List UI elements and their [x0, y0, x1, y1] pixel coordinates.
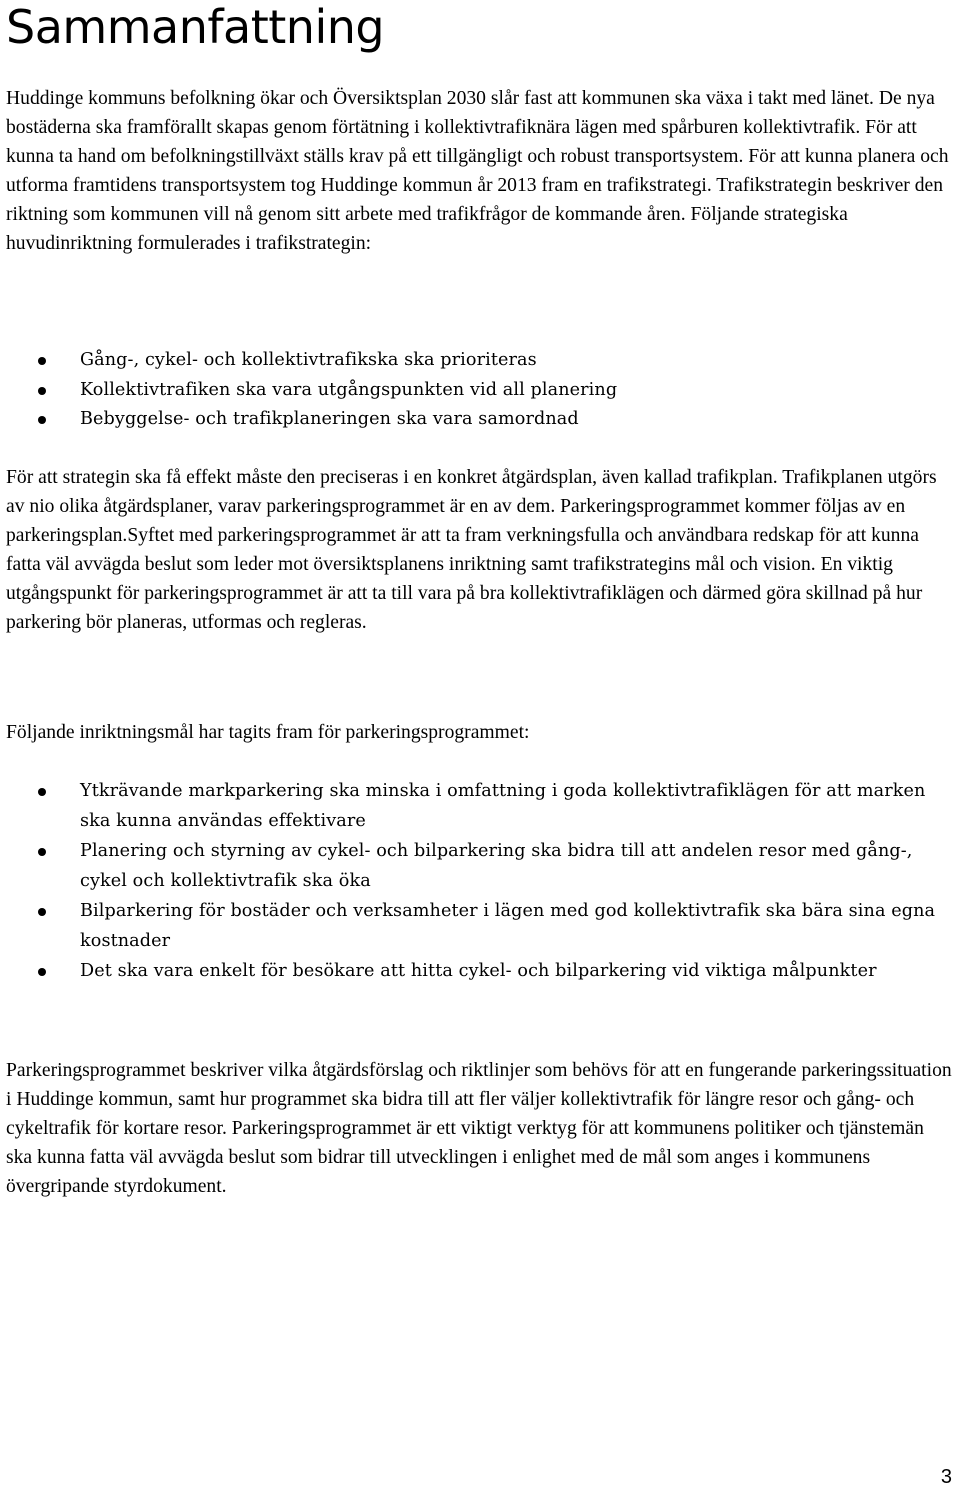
- page-number: 3: [940, 1466, 952, 1488]
- list-item: Planering och styrning av cykel- och bilparkering ska bidra till att andelen resor med gång-, cykel och kollektivtrafik ska öka: [0, 837, 960, 896]
- goals-intro: Följande inriktningsmål har tagits fram för parkeringsprogrammet:: [6, 722, 530, 743]
- goal-bullet-list: [0, 777, 960, 988]
- second-paragraph: För att strategin ska få effekt måste den preciseras i en konkret åtgärdsplan, även kallad trafikplan. Trafikplanen utgörs av nio olika åtgärdsplaner, varav parkeringsprogrammet är en av dem. Parkeringsprogrammet kommer följas av en parkeringsplan.Syftet med parkeringsprogrammet är att ta fram verkningsfulla och användbara redskap för att kunna fatta väl avvägda beslut som leder mot översiktsplanens inriktning samt trafikstrategins mål och vision. En viktig utgångspunkt för parkeringsprogrammet är att ta till vara på bra kollektivtrafiklägen och därmed göra skillnad på hur parkering bör planeras, utformas och regleras.: [6, 467, 937, 633]
- list-item: Det ska vara enkelt för besökare att hitta cykel- och bilparkering vid viktiga målpunkter: [0, 957, 960, 987]
- list-item: Kollektivtrafiken ska vara utgångspunkten vid all planering: [0, 376, 960, 406]
- list-item: Bebyggelse- och trafikplaneringen ska vara samordnad: [0, 405, 960, 435]
- closing-paragraph: Parkeringsprogrammet beskriver vilka åtgärdsförslag och riktlinjer som behövs för att en fungerande parkeringssituation i Huddinge kommun, samt hur programmet ska bidra till att fler väljer kollektivtrafik för längre resor och gång- och cykeltrafik för kortare resor. Parkeringsprogrammet är ett viktigt verktyg för att kommunens politiker och tjänstemän ska kunna fatta väl avvägda beslut som bidrar till utvecklingen i enlighet med de mål som anges i kommunens övergripande styrdokument.: [6, 1060, 952, 1197]
- page-title: Sammanfattning: [6, 0, 385, 54]
- list-item: Ytkrävande markparkering ska minska i omfattning i goda kollektivtrafiklägen för att marken ska kunna användas effektivare: [0, 777, 960, 836]
- strategy-bullet-list: [0, 346, 960, 435]
- list-item: Bilparkering för bostäder och verksamheter i lägen med god kollektivtrafik ska bära sina egna kostnader: [0, 897, 960, 956]
- intro-paragraph: Huddinge kommuns befolkning ökar och Översiktsplan 2030 slår fast att kommunen ska växa i takt med länet. De nya bostäderna ska framförallt skapas genom förtätning i kollektivtrafiknära lägen med spårburen kollektivtrafik. För att kunna ta hand om befolkningstillväxt ställs krav på ett tillgängligt och robust transportsystem. För att kunna planera och utforma framtidens transportsystem tog Huddinge kommun år 2013 fram en trafikstrategi. Trafikstrategin beskriver den riktning som kommunen vill nå genom sitt arbete med trafikfrågor de kommande åren. Följande strategiska huvudinriktning formulerades i trafikstrategin:: [6, 88, 949, 254]
- list-item: Gång-, cykel- och kollektivtrafikska ska prioriteras: [0, 346, 960, 376]
